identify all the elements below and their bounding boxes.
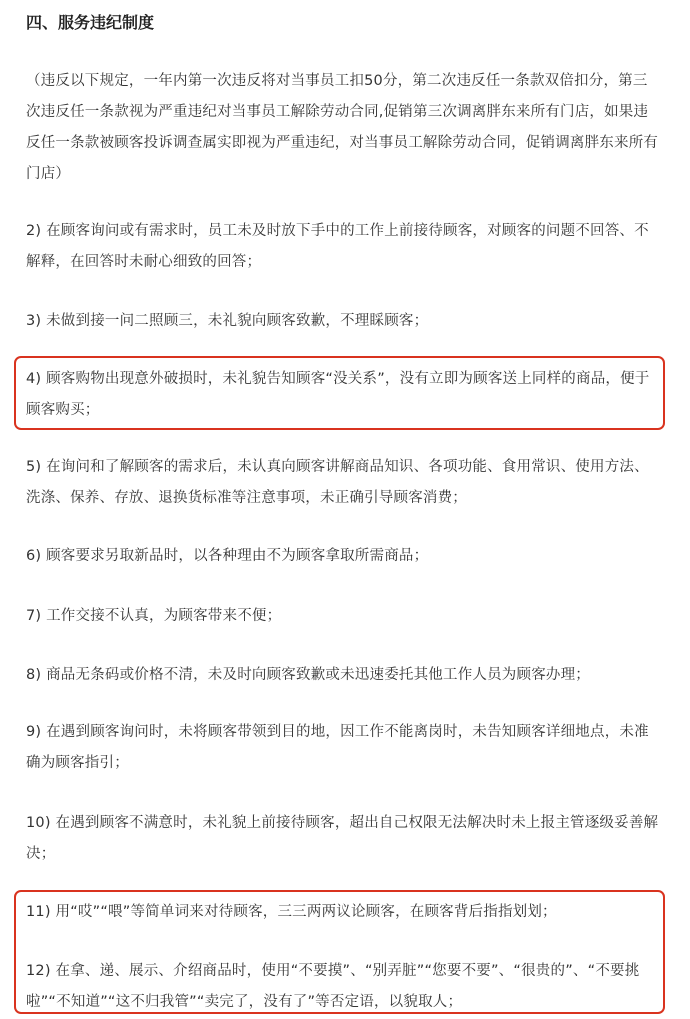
rule-10: 10) 在遇到顾客不满意时，未礼貌上前接待顾客，超出自己权限无法解决时未上报主管逐级妥善解决；	[26, 815, 659, 862]
rule-5: 5) 在询问和了解顾客的需求后，未认真向顾客讲解商品知识、各项功能、食用常识、使用方法、洗涤、保养、存放、退换货标准等注意事项，未正确引导顾客消费；	[26, 459, 649, 506]
rule-4: 4) 顾客购物出现意外破损时，未礼貌告知顾客“没关系”，没有立即为顾客送上同样的商品，便于顾客购买；	[26, 371, 650, 418]
rule-12: 12) 在拿、递、展示、介绍商品时，使用“不要摸”、“别弄脏”“您要不要”、“很贵的”、“不要挑啦”“不知道”“这不归我管”“卖完了，没有了”等否定语，以貌取人；	[26, 963, 640, 1010]
rule-11: 11) 用“哎”“喂”等简单词来对待顾客，三三两两议论顾客，在顾客背后指指划划；	[26, 904, 557, 920]
rule-3: 3) 未做到接一问二照顾三，未礼貌向顾客致歉，不理睬顾客；	[26, 313, 429, 329]
rule-6: 6) 顾客要求另取新品时，以各种理由不为顾客拿取所需商品；	[26, 548, 429, 564]
rule-9: 9) 在遇到顾客询问时，未将顾客带领到目的地，因工作不能离岗时，未告知顾客详细地点，未准确为顾客指引；	[26, 724, 649, 771]
intro-paragraph: （违反以下规定，一年内第一次违反将对当事员工扣50分，第二次违反任一条款双倍扣分，第三次违反任一条款视为严重违纪对当事员工解除劳动合同,促销第三次调离胖东来所有门店，如果违反任一条款被顾客投诉调查属实即视为严重违纪，对当事员工解除劳动合同，促销调离胖东来所有门店）	[26, 73, 659, 182]
rule-2: 2) 在顾客询问或有需求时，员工未及时放下手中的工作上前接待顾客，对顾客的问题不回答、不解释，在回答时未耐心细致的回答；	[26, 223, 649, 270]
rule-8: 8) 商品无条码或价格不清，未及时向顾客致歉或未迅速委托其他工作人员为顾客办理；	[26, 667, 590, 683]
section-title: 四、服务违纪制度	[26, 13, 155, 32]
rule-7: 7) 工作交接不认真，为顾客带来不便；	[26, 608, 282, 624]
